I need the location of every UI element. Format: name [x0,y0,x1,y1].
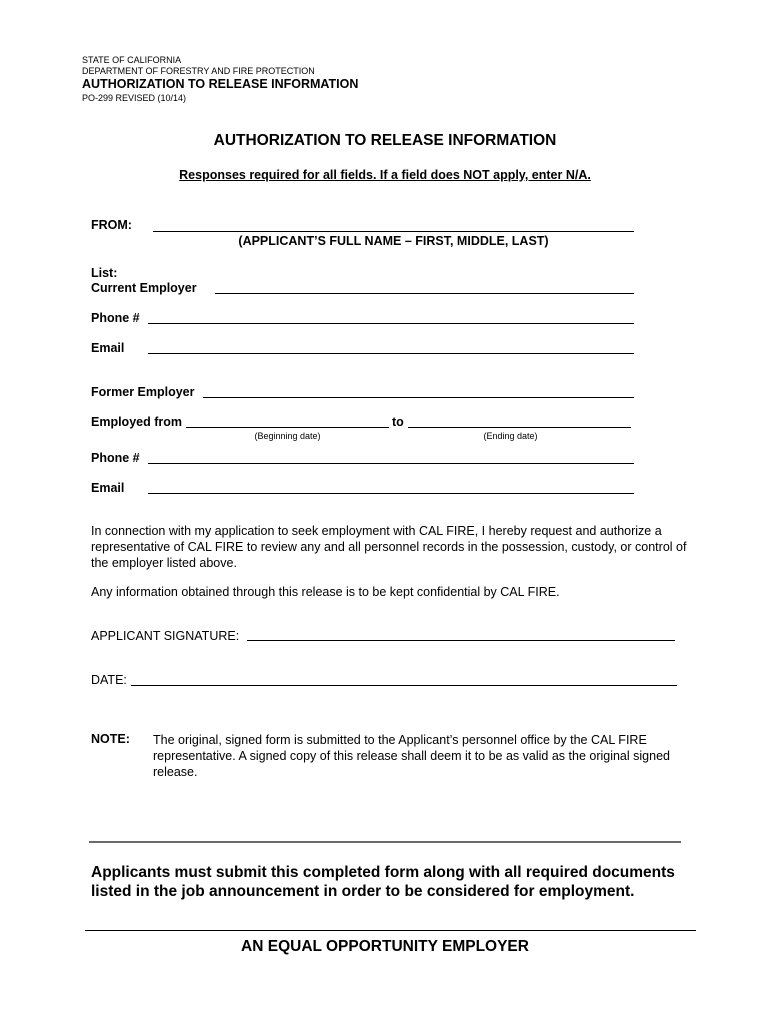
list-label: List: [91,266,118,280]
from-label: FROM: [91,218,132,232]
beginning-date-field[interactable] [186,427,389,428]
former-employer-field[interactable] [203,397,634,398]
instruction-label: Responses required for all fields. If a field does NOT apply, enter N/A. [179,168,591,182]
instruction-text [0,168,770,182]
confidentiality-paragraph: Any information obtained through this release is to be kept confidential by CAL FIRE. [91,585,560,599]
beginning-date-caption: (Beginning date) [254,431,321,441]
ending-date-caption: (Ending date) [483,431,538,441]
employed-from-label: Employed from [91,415,182,429]
submit-notice: Applicants must submit this completed form along with all required documents listed in the job announcement in order to be considered for employment. [91,864,675,900]
equal-opportunity-footer: AN EQUAL OPPORTUNITY EMPLOYER [241,938,529,955]
former-phone-field[interactable] [148,463,634,464]
former-email-label: Email [91,481,125,495]
current-employer-field[interactable] [215,293,634,294]
note-text: The original, signed form is submitted to the Applicant’s personnel office by the CAL FIRE representative. A signed copy of this release shall deem it to be as valid as the original signed release. [153,733,670,779]
form-number: PO-299 REVISED (10/14) [82,93,187,103]
state-label: STATE OF CALIFORNIA [82,55,182,65]
department-label: DEPARTMENT OF FORESTRY AND FIRE PROTECTION [82,66,315,76]
current-email-field[interactable] [148,353,634,354]
former-employer-label: Former Employer [91,385,195,399]
current-phone-field[interactable] [148,323,634,324]
ending-date-field[interactable] [408,427,631,428]
form-header-title: AUTHORIZATION TO RELEASE INFORMATION [82,77,359,91]
current-employer-label: Current Employer [91,281,197,295]
former-email-field[interactable] [148,493,634,494]
date-field[interactable] [131,685,677,686]
date-label: DATE: [91,673,127,687]
applicant-name-caption: (APPLICANT’S FULL NAME – FIRST, MIDDLE, LAST) [238,234,549,248]
signature-field[interactable] [247,640,675,641]
page-title: AUTHORIZATION TO RELEASE INFORMATION [213,132,557,149]
note-label: NOTE: [91,732,130,746]
applicant-name-field[interactable] [153,231,634,232]
section-divider [89,841,681,843]
former-phone-label: Phone # [91,451,140,465]
current-email-label: Email [91,341,125,355]
authorization-paragraph: In connection with my application to seek employment with CAL FIRE, I hereby request and authorize a representative of CAL FIRE to review any and all personnel records in the possession, custody, or control of the employer listed above. [91,524,687,570]
signature-label: APPLICANT SIGNATURE: [91,629,240,643]
to-label: to [392,415,404,429]
footer-divider [85,930,696,931]
current-phone-label: Phone # [91,311,140,325]
